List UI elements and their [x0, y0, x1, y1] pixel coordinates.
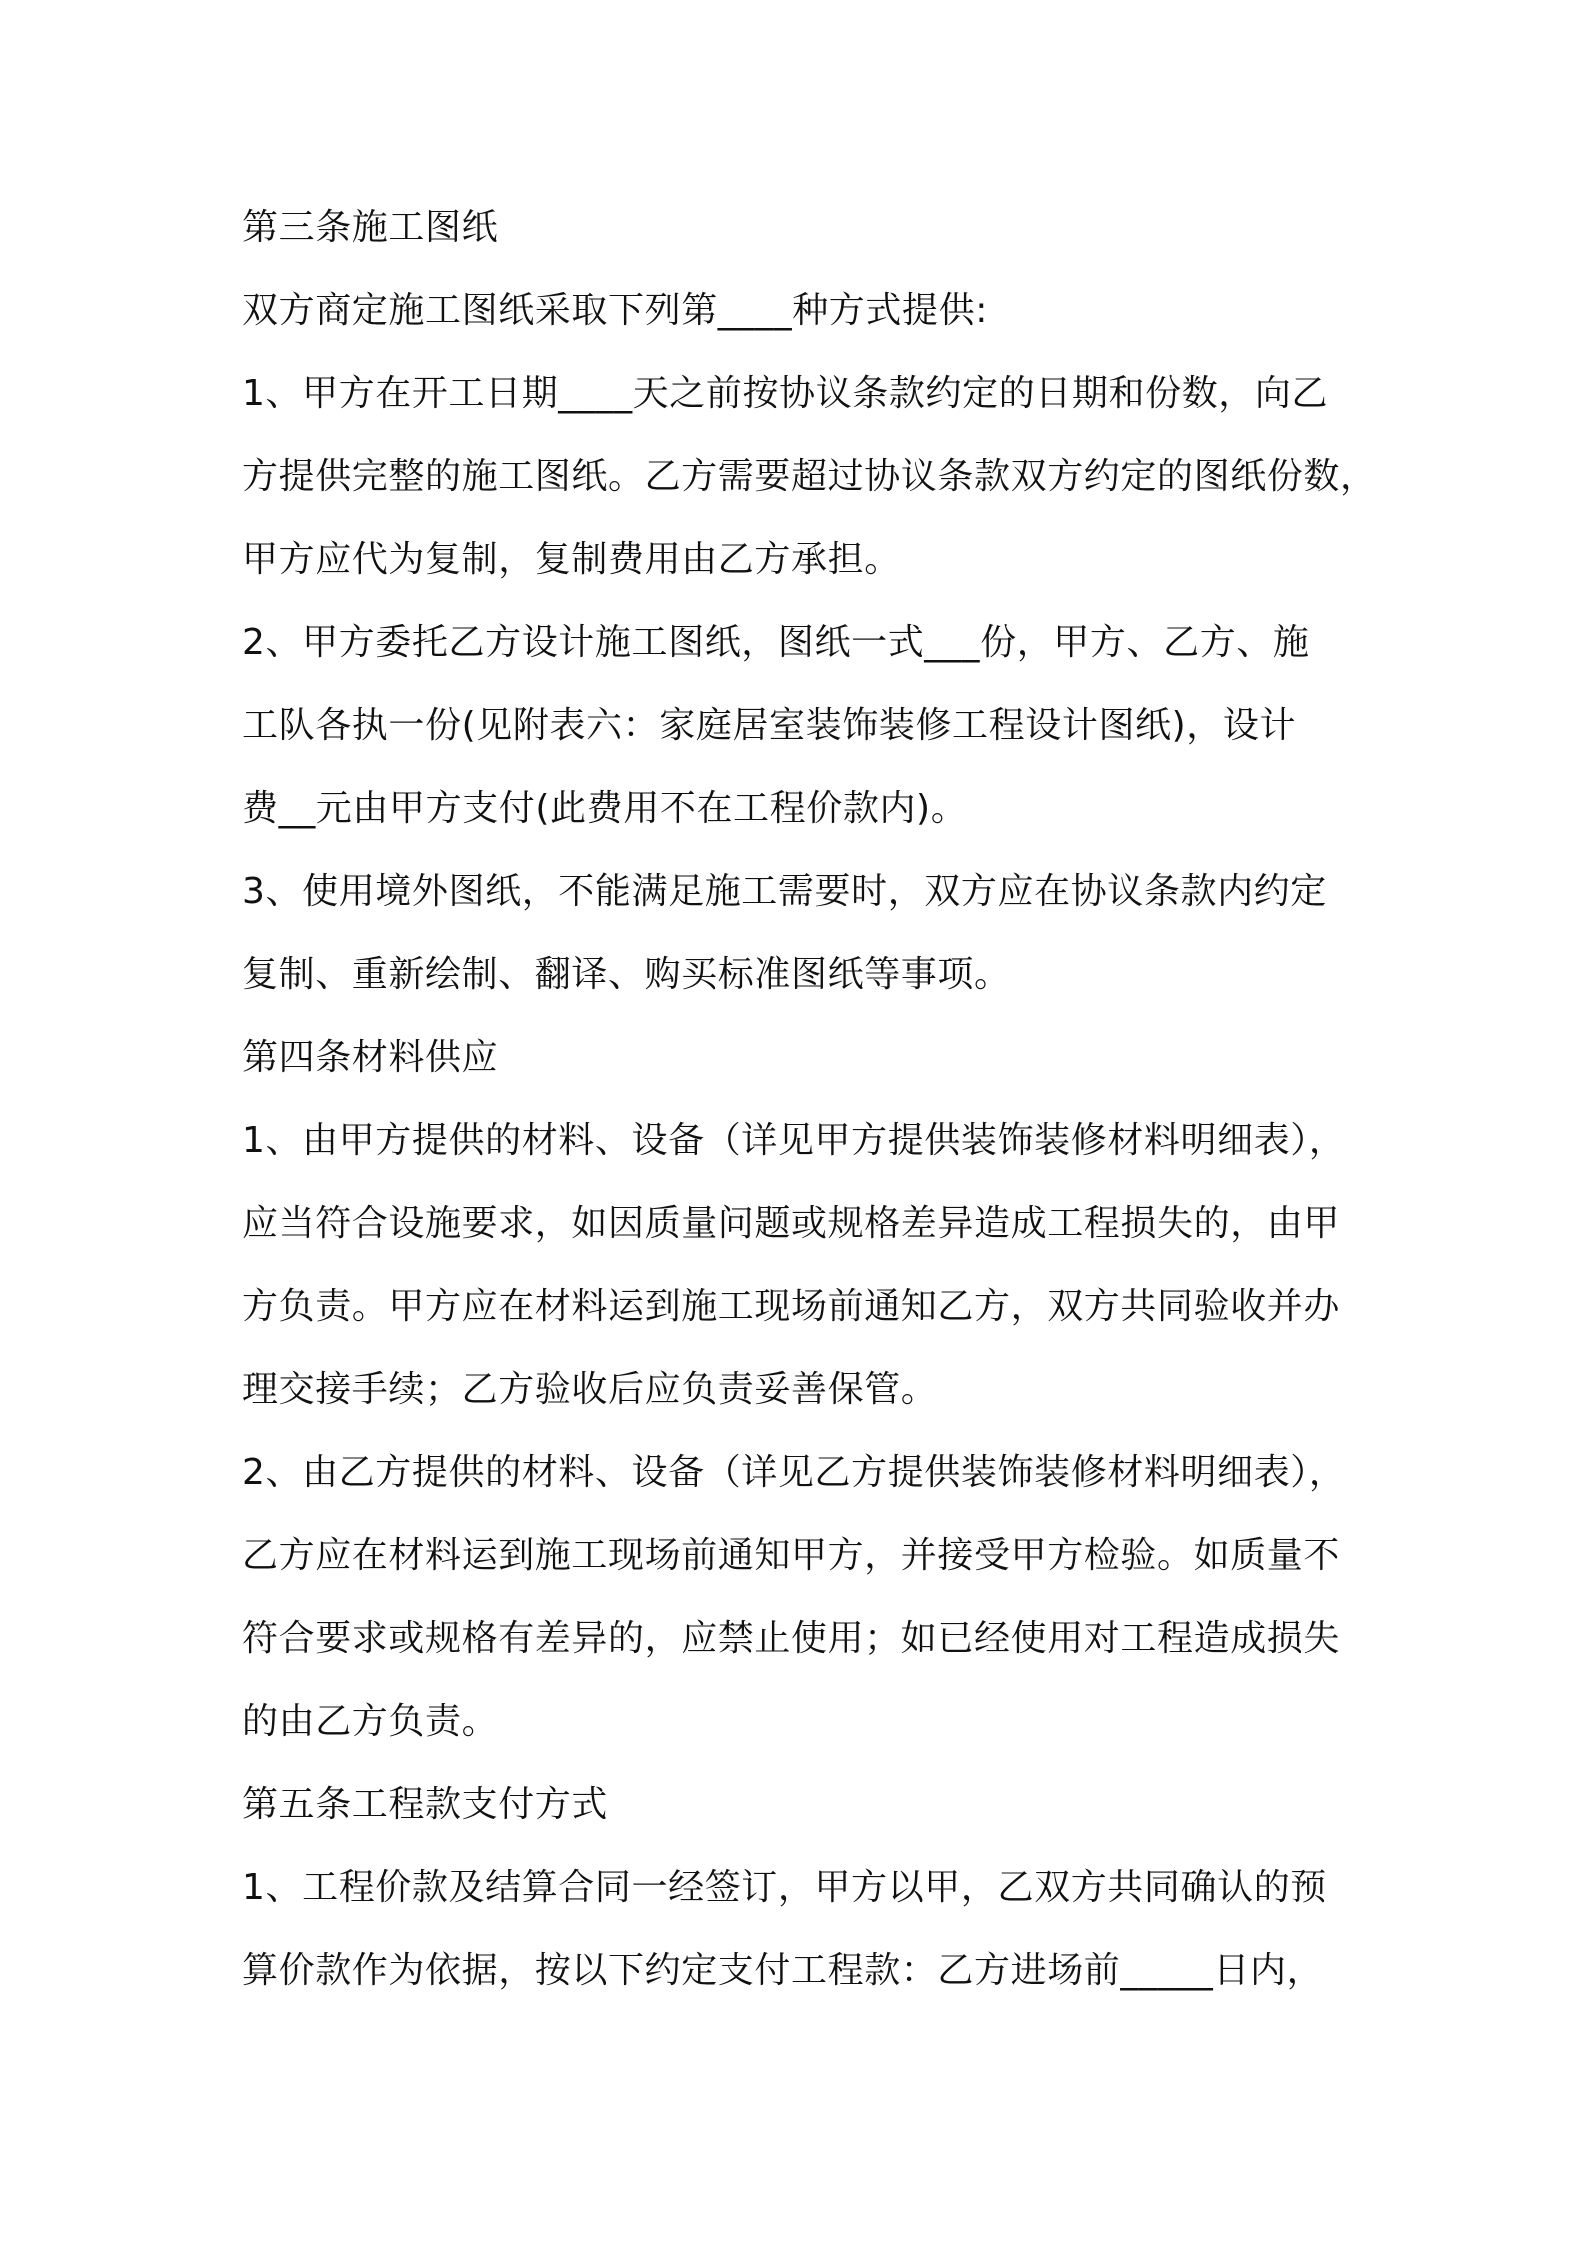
- paragraph-line: 算价款作为依据，按以下约定支付工程款：乙方进场前_____日内，: [242, 1950, 1324, 1991]
- paragraph-line: 方负责。甲方应在材料运到施工现场前通知乙方，双方共同验收并办: [242, 1286, 1341, 1327]
- paragraph-line: 乙方应在材料运到施工现场前通知甲方，并接受甲方检验。如质量不: [242, 1535, 1341, 1576]
- section-heading-4: 第四条材料供应: [242, 1037, 499, 1078]
- paragraph-line: 1、甲方在开工日期____天之前按协议条款约定的日期和份数，向乙: [242, 373, 1329, 414]
- paragraph-line: 复制、重新绘制、翻译、购买标准图纸等事项。: [242, 954, 1011, 995]
- paragraph-line: 3、使用境外图纸，不能满足施工需要时，双方应在协议条款内约定: [242, 871, 1327, 912]
- paragraph-line: 甲方应代为复制，复制费用由乙方承担。: [242, 539, 901, 580]
- paragraph-line: 的由乙方负责。: [242, 1701, 499, 1742]
- paragraph-line: 双方商定施工图纸采取下列第____种方式提供:: [242, 290, 988, 331]
- paragraph-line: 1、由甲方提供的材料、设备（详见甲方提供装饰装修材料明细表），: [242, 1120, 1346, 1161]
- section-heading-5: 第五条工程款支付方式: [242, 1784, 609, 1825]
- paragraph-line: 费__元由甲方支付(此费用不在工程价款内)。: [242, 788, 968, 829]
- paragraph-line: 方提供完整的施工图纸。乙方需要超过协议条款双方约定的图纸份数，: [242, 456, 1377, 497]
- paragraph-line: 应当符合设施要求，如因质量问题或规格差异造成工程损失的，由甲: [242, 1203, 1341, 1244]
- section-heading-3: 第三条施工图纸: [242, 207, 499, 248]
- paragraph-line: 1、工程价款及结算合同一经签订，甲方以甲，乙双方共同确认的预: [242, 1867, 1327, 1908]
- paragraph-line: 2、由乙方提供的材料、设备（详见乙方提供装饰装修材料明细表），: [242, 1452, 1346, 1493]
- paragraph-line: 符合要求或规格有差异的，应禁止使用；如已经使用对工程造成损失: [242, 1618, 1341, 1659]
- paragraph-line: 工队各执一份(见附表六：家庭居室装饰装修工程设计图纸)，设计: [242, 705, 1297, 746]
- paragraph-line: 2、甲方委托乙方设计施工图纸，图纸一式___份，甲方、乙方、施: [242, 622, 1310, 663]
- paragraph-line: 理交接手续；乙方验收后应负责妥善保管。: [242, 1369, 938, 1410]
